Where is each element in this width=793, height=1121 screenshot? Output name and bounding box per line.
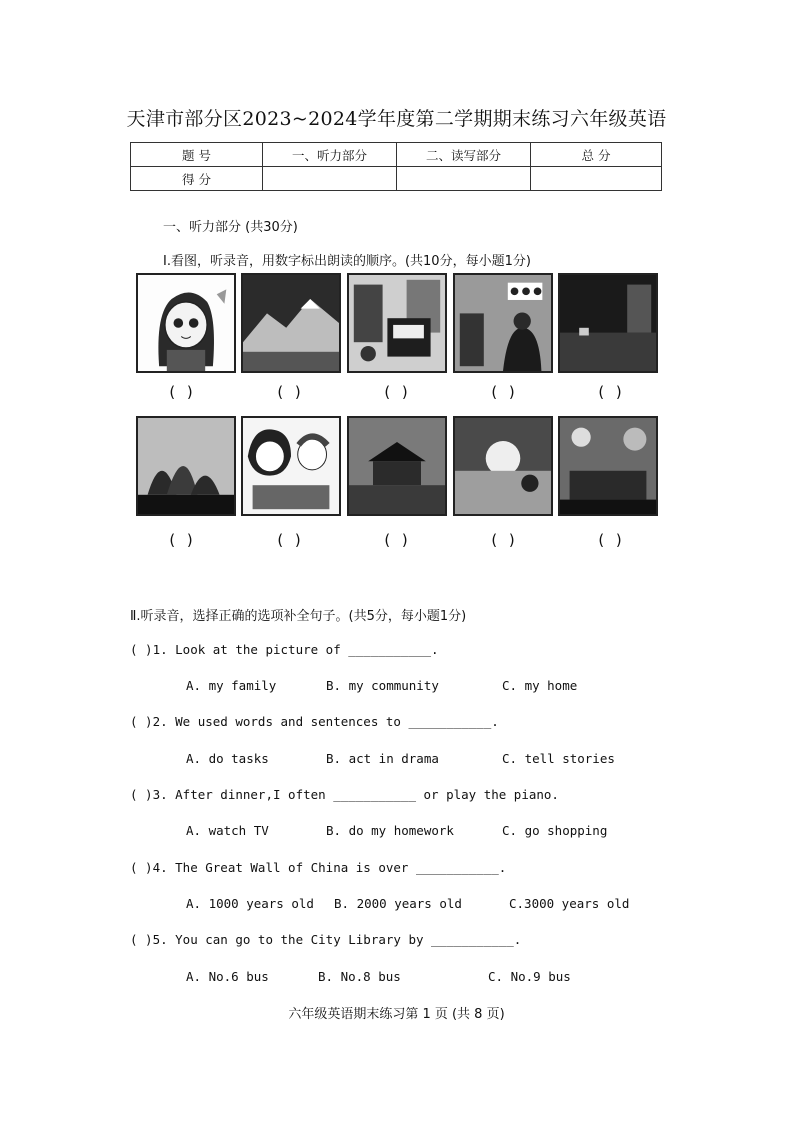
picture-sydney-opera-house xyxy=(136,416,236,516)
cell-reading-writing: 二、读写部分 xyxy=(397,143,531,167)
question-2: ( )2. We used words and sentences to ___________. xyxy=(130,714,499,729)
question-1: ( )1. Look at the picture of ___________. xyxy=(130,642,439,657)
picture-palace-building xyxy=(347,416,447,516)
picture-two-children-writing xyxy=(241,416,341,516)
part-2-instruction: Ⅱ.听录音，选择正确的选项补全句子。(共5分，每小题1分) xyxy=(130,609,467,624)
cell-question-number: 题 号 xyxy=(131,143,263,167)
answer-paren-6[interactable]: ( ) xyxy=(167,531,195,549)
section-1-heading: 一、听力部分 (共30分) xyxy=(163,220,298,235)
score-table-score-row xyxy=(131,167,662,191)
q2-option-a[interactable]: A. do tasks xyxy=(186,751,269,766)
q5-option-a[interactable]: A. No.6 bus xyxy=(186,969,269,984)
q4-option-b[interactable]: B. 2000 years old xyxy=(334,896,462,911)
page-footer: 六年级英语期末练习第 1 页 (共 8 页) xyxy=(288,1007,505,1022)
cell-score-label: 得 分 xyxy=(131,167,263,191)
answer-paren-3[interactable]: ( ) xyxy=(382,383,410,401)
q4-option-c[interactable]: C.3000 years old xyxy=(509,896,630,911)
cell-listening: 一、听力部分 xyxy=(263,143,397,167)
q1-option-a[interactable]: A. my family xyxy=(186,678,277,693)
page-title: 天津市部分区2023~2024学年度第二学期期末练习六年级英语 xyxy=(126,108,667,130)
score-field-total[interactable] xyxy=(531,167,662,191)
question-3: ( )3. After dinner,I often ___________ or play the piano. xyxy=(130,787,559,802)
question-5: ( )5. You can go to the City Library by ___________. xyxy=(130,932,522,947)
score-table-header-row xyxy=(131,143,662,167)
part-1-instruction: I.看图，听录音，用数字标出朗读的顺序。(共10分，每小题1分) xyxy=(163,254,531,269)
q3-option-c[interactable]: C. go shopping xyxy=(502,823,608,838)
answer-paren-1[interactable]: ( ) xyxy=(167,383,195,401)
q5-option-c[interactable]: C. No.9 bus xyxy=(488,969,571,984)
answer-paren-8[interactable]: ( ) xyxy=(382,531,410,549)
picture-theater-stage xyxy=(558,416,658,516)
answer-paren-7[interactable]: ( ) xyxy=(275,531,303,549)
score-table xyxy=(130,142,662,191)
picture-sunset-landscape xyxy=(453,416,553,516)
answer-paren-2[interactable]: ( ) xyxy=(275,383,303,401)
q3-option-b[interactable]: B. do my homework xyxy=(326,823,454,838)
answer-paren-5[interactable]: ( ) xyxy=(596,383,624,401)
answer-paren-4[interactable]: ( ) xyxy=(489,383,517,401)
picture-girl-with-headphones xyxy=(136,273,236,373)
q2-option-c[interactable]: C. tell stories xyxy=(502,751,615,766)
picture-street-with-bus xyxy=(347,273,447,373)
q4-option-a[interactable]: A. 1000 years old xyxy=(186,896,314,911)
q3-option-a[interactable]: A. watch TV xyxy=(186,823,269,838)
picture-night-scene xyxy=(558,273,658,373)
q5-option-b[interactable]: B. No.8 bus xyxy=(318,969,401,984)
q2-option-b[interactable]: B. act in drama xyxy=(326,751,439,766)
picture-mountain-landscape xyxy=(241,273,341,373)
q1-option-b[interactable]: B. my community xyxy=(326,678,439,693)
score-field-reading-writing[interactable] xyxy=(397,167,531,191)
cell-total: 总 分 xyxy=(531,143,662,167)
picture-people-in-room xyxy=(453,273,553,373)
answer-paren-9[interactable]: ( ) xyxy=(489,531,517,549)
q1-option-c[interactable]: C. my home xyxy=(502,678,578,693)
score-field-listening[interactable] xyxy=(263,167,397,191)
question-4: ( )4. The Great Wall of China is over ___________. xyxy=(130,860,507,875)
answer-paren-10[interactable]: ( ) xyxy=(596,531,624,549)
